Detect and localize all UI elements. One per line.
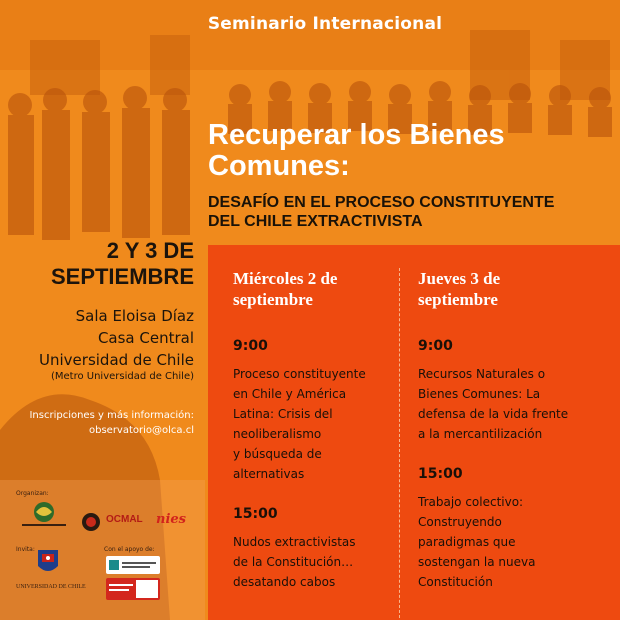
topic-line: de la Constitución… (233, 555, 354, 569)
venue-line-2: Casa Central (97, 329, 194, 347)
event-dates (14, 238, 194, 290)
day-1-time-afternoon: 15:00 (233, 506, 278, 522)
program-day-2 (418, 268, 608, 589)
topic-line: a la mercantilización (418, 427, 543, 441)
subtitle-line-1: DESAFÍO EN EL PROCESO CONSTITUYENTE (208, 194, 555, 211)
topic-line: Proceso constituyente (233, 367, 366, 381)
day-1-label-line-1: Miércoles 2 de (233, 269, 338, 288)
ocmal-emblem (80, 512, 102, 532)
topic-line: en Chile y América (233, 387, 347, 401)
title-line-1: Recuperar los Bienes (208, 119, 505, 151)
olca-logo (18, 500, 70, 528)
venue-line-1: Sala Eloisa Díaz (75, 307, 194, 325)
contact-email[interactable]: observatorio@olca.cl (88, 425, 194, 436)
ocmal-logo: OCMAL (106, 514, 143, 525)
program-day-1 (233, 268, 393, 589)
topic-line: Latina: Crisis del (233, 407, 333, 421)
topic-line: Trabajo colectivo: (418, 495, 524, 509)
topic-line: Nudos extractivistas (233, 535, 356, 549)
metro-note: (Metro Universidad de Chile) (50, 371, 194, 382)
day-2-time-morning: 9:00 (418, 338, 453, 354)
venue-line-3: Universidad de Chile (39, 351, 194, 369)
day-2-label (418, 268, 608, 310)
day-1-topic-afternoon (233, 532, 356, 592)
supporter-logo-2 (106, 578, 160, 600)
day-2-time-afternoon: 15:00 (418, 466, 463, 482)
sponsor-logos (14, 488, 204, 618)
topic-line: Constitución (418, 575, 493, 589)
subtitle-line-2: DEL CHILE EXTRACTIVISTA (208, 213, 423, 230)
topic-line: neoliberalismo (233, 427, 322, 441)
day-1-label (233, 268, 393, 310)
topic-line: Recursos Naturales o (418, 367, 546, 381)
day-2-topic-morning (418, 364, 568, 444)
organizan-label: Organizan: (16, 490, 49, 497)
topic-line: alternativas (233, 467, 305, 481)
topic-line: paradigmas que (418, 535, 516, 549)
topic-line: Construyendo (418, 515, 502, 529)
uchile-crest-icon (34, 548, 62, 578)
subtitle (208, 193, 608, 231)
info-label: Inscripciones y más información: (29, 410, 194, 421)
seminar-heading: Seminario Internacional (207, 14, 443, 34)
topic-line: Bienes Comunes: La (418, 387, 541, 401)
supporter-logo-1 (106, 556, 160, 574)
topic-line: y búsqueda de (233, 447, 322, 461)
topic-line: sostengan la nueva (418, 555, 536, 569)
invita-label: Invita: (16, 546, 35, 553)
registration-info (14, 408, 194, 438)
day-2-label-line-2: septiembre (418, 290, 498, 309)
uchile-wordmark: UNIVERSIDAD DE CHILE (16, 584, 86, 590)
day-1-time-morning: 9:00 (233, 338, 268, 354)
apoyo-label: Con el apoyo de: (104, 546, 155, 553)
dates-line-2: SEPTIEMBRE (50, 264, 194, 289)
page-title (208, 120, 608, 182)
day-2-topic-afternoon (418, 492, 535, 592)
nies-logo: nies (156, 512, 186, 527)
day-2-label-line-1: Jueves 3 de (418, 269, 501, 288)
topic-line: desatando cabos (233, 575, 336, 589)
topic-line: defensa de la vida frente (418, 407, 569, 421)
day-1-label-line-2: septiembre (233, 290, 313, 309)
dates-line-1: 2 Y 3 DE (106, 238, 194, 263)
title-line-2: Comunes: (208, 150, 350, 182)
column-divider (399, 268, 400, 618)
day-1-topic-morning (233, 364, 366, 484)
event-venue (14, 305, 194, 383)
